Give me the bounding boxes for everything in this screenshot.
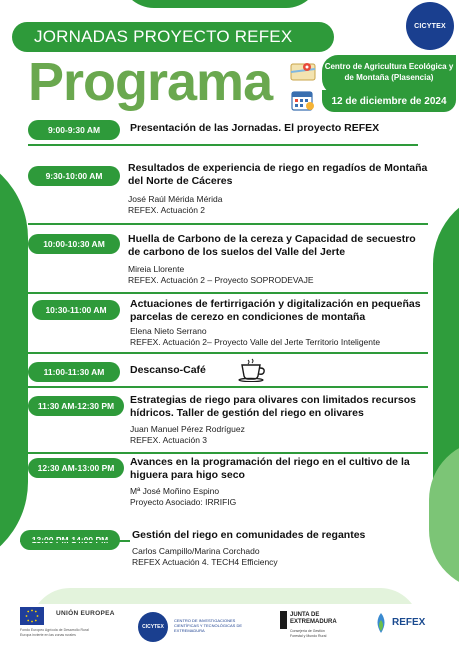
session-affiliation: REFEX. Actuación 2 — [128, 205, 206, 215]
session-title: Resultados de experiencia de riego en regadíos de Montaña del Norte de Cáceres — [128, 162, 428, 187]
session-divider — [28, 452, 428, 454]
coffee-cup-icon — [238, 358, 268, 382]
session-title: Gestión del riego en comunidades de regantes — [132, 529, 366, 541]
session-title: Avances en la programación del riego en el cultivo de la higuera para higo seco — [130, 456, 410, 481]
date-box — [322, 90, 456, 112]
session-divider — [20, 540, 130, 542]
cicytex-logo — [406, 2, 454, 50]
junta-line1: JUNTA DE — [290, 612, 320, 618]
session-time-pill: 9:00-9:30 AM — [28, 120, 120, 140]
session-speaker: Carlos Campillo/Marina Corchado — [132, 546, 260, 556]
page-title: Programa — [28, 52, 273, 112]
refex-logo-text: REFEX — [392, 617, 426, 628]
session-speaker: Mª José Moñino Espino — [130, 486, 220, 496]
session-speaker: Juan Manuel Pérez Rodríguez — [130, 424, 245, 434]
cicytex-logo-text: CICYTEX — [414, 22, 446, 30]
session-affiliation: REFEX. Actuación 3 — [130, 435, 208, 445]
date-text: 12 de diciembre de 2024 — [331, 95, 447, 107]
session-title: Estrategias de riego para olivares con limitados recursos hídricos. Taller de gestión del riego en olivares — [130, 394, 416, 419]
session-affiliation: REFEX Actuación 4. TECH4 Efficiency — [132, 557, 278, 567]
session-title: Actuaciones de fertirrigación y digitalización en pequeñas parcelas de cerezo en condiciones de montaña — [130, 298, 421, 323]
session-divider — [28, 292, 428, 294]
decorative-top-shape — [120, 0, 320, 8]
junta-logo-mark — [280, 611, 287, 629]
eu-fund: Fondo Europeo Agrícola de Desarrollo Rural — [20, 628, 89, 632]
junta-department — [290, 629, 326, 639]
venue-text: Centro de Agricultura Ecológica y de Montaña (Plasencia) — [324, 62, 454, 82]
session-divider — [28, 352, 428, 354]
session-divider — [28, 144, 418, 146]
session-speaker: Elena Nieto Serrano — [130, 326, 207, 336]
event-banner-text: JORNADAS PROYECTO REFEX — [34, 27, 293, 46]
session-speaker: Mireia Llorente — [128, 264, 185, 274]
event-banner — [12, 22, 334, 52]
session-divider — [28, 386, 428, 388]
session-affiliation: REFEX. Actuación 2 – Proyecto SOPRODEVAJE — [128, 275, 314, 285]
session-time-pill: 9:30-10:00 AM — [28, 166, 120, 186]
cicytex-footer-logo — [138, 612, 168, 642]
session-title: Huella de Carbono de la cereza y Capacidad de secuestro de carbono de los suelos del Valle del Jerte — [128, 233, 416, 258]
cicytex-footer-logo-text: CICYTEX — [142, 624, 164, 630]
session-title: Descanso-Café — [130, 364, 206, 376]
session-title: Presentación de las Jornadas. El proyecto REFEX — [130, 122, 380, 134]
session-speaker: José Raúl Mérida Mérida — [128, 194, 223, 204]
session-divider — [28, 223, 428, 225]
session-time-pill: 10:30-11:00 AM — [32, 300, 120, 320]
session-time-pill: 12:30 AM-13:00 PM — [28, 458, 124, 478]
session-affiliation: Proyecto Asociado: IRRIFIG — [130, 497, 237, 507]
cicytex-name: CENTRO DE INVESTIGACIONES CIENTÍFICAS Y TECNOLÓGICAS DE EXTREMADURA — [174, 618, 243, 633]
eu-motto: Europa invierte en las zonas rurales — [20, 633, 76, 637]
junta-sub1: Consejería de Gestión — [290, 629, 325, 633]
junta-sub2: Forestal y Mundo Rural — [290, 634, 327, 638]
junta-name — [290, 612, 337, 626]
calendar-icon — [290, 89, 316, 111]
session-time-pill: 11:00-11:30 AM — [28, 362, 120, 382]
eu-flag-icon — [20, 607, 44, 625]
session-affiliation: REFEX. Actuación 2– Proyecto Valle del Jerte Territorio Inteligente — [130, 337, 381, 347]
junta-line2: EXTREMADURA — [290, 619, 337, 625]
refex-logo-icon — [372, 612, 390, 634]
session-time-pill: 10:00-10:30 AM — [28, 234, 120, 254]
venue-box — [322, 55, 456, 95]
map-icon — [290, 60, 316, 82]
decorative-left-shape — [0, 150, 28, 570]
session-time-pill: 11:30 AM-12:30 PM — [28, 396, 124, 416]
eu-name: UNIÓN EUROPEA — [56, 610, 115, 617]
eu-fund-text — [20, 628, 150, 638]
